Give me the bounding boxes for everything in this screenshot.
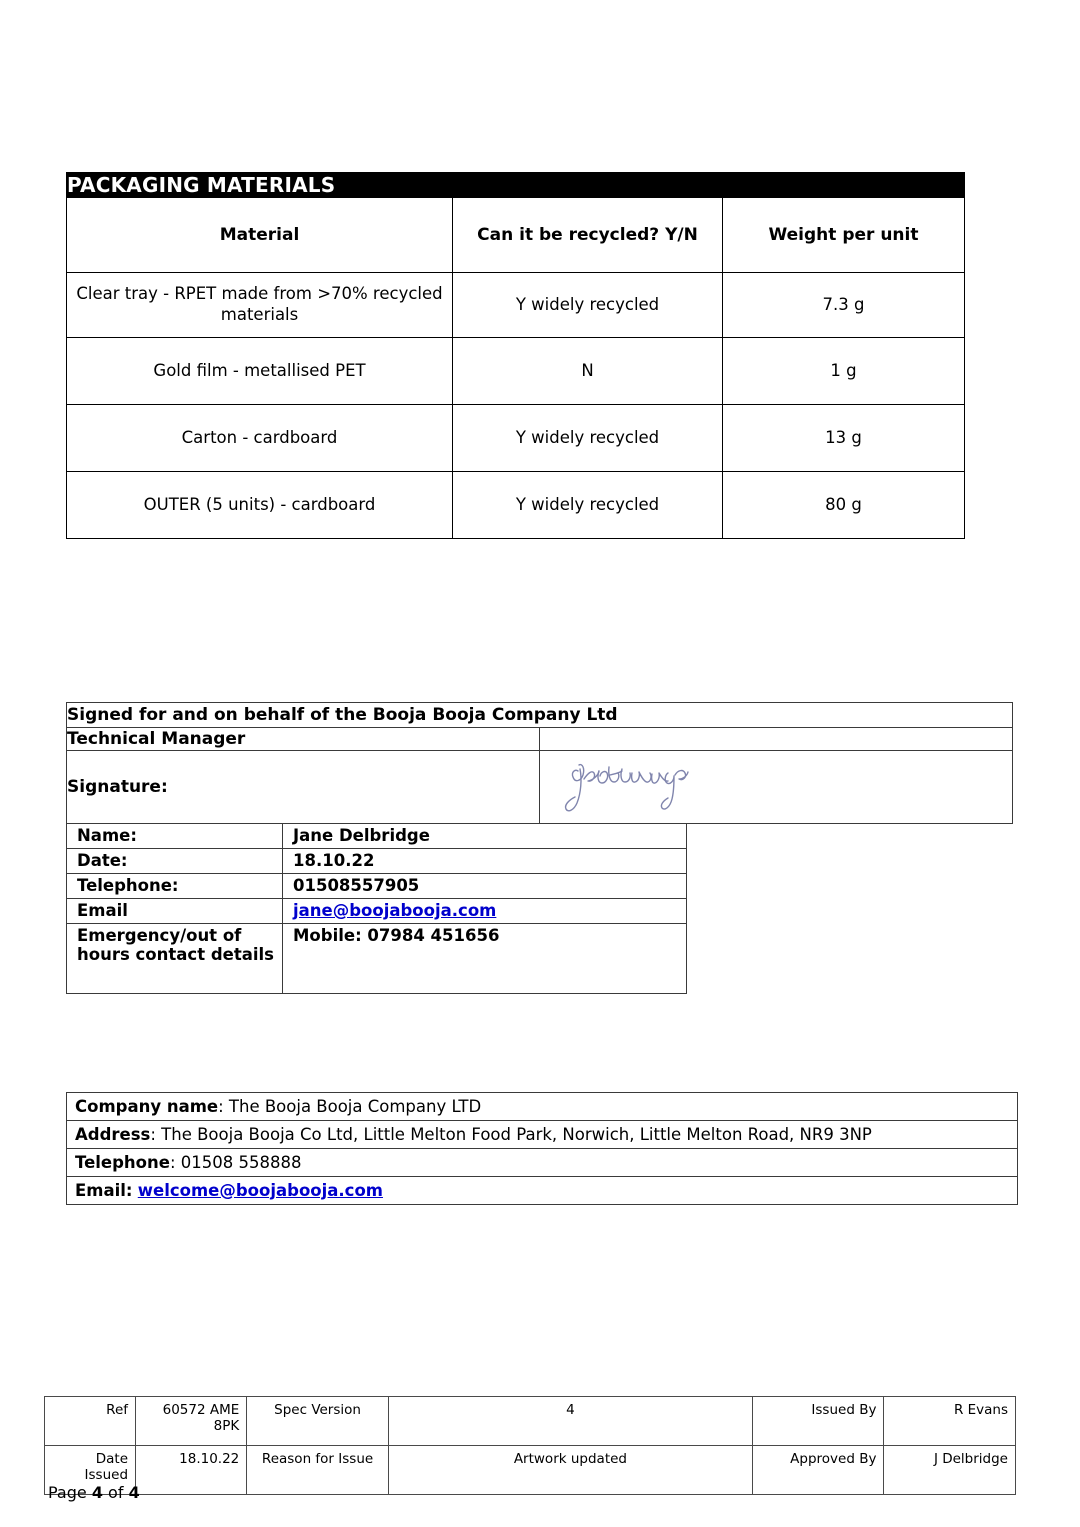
signature-label: Signature: xyxy=(67,751,540,824)
company-address-cell xyxy=(67,1121,1018,1149)
footer-ref-value: 60572 AME 8PK xyxy=(136,1397,247,1446)
signoff-title: Signed for and on behalf of the Booja Booja Company Ltd xyxy=(67,703,1013,728)
table-row xyxy=(67,338,965,405)
cell-recyclable: Y widely recycled xyxy=(453,472,723,539)
page-number-middle: of xyxy=(102,1483,129,1502)
value-telephone: 01508557905 xyxy=(283,874,687,899)
cell-weight: 13 g xyxy=(723,405,965,472)
cell-material: Carton - cardboard xyxy=(67,405,453,472)
header-material: Material xyxy=(67,198,453,273)
signoff-block xyxy=(66,702,1013,994)
footer-row-ref xyxy=(45,1397,1016,1446)
company-row-email xyxy=(67,1177,1018,1205)
cell-material: Gold film - metallised PET xyxy=(67,338,453,405)
company-row-telephone xyxy=(67,1149,1018,1177)
signoff-role-row xyxy=(67,728,1013,751)
handwritten-signature-icon xyxy=(562,757,702,819)
cell-weight: 80 g xyxy=(723,472,965,539)
signature-row xyxy=(67,751,1013,824)
company-email-cell xyxy=(67,1177,1018,1205)
table-row xyxy=(67,405,965,472)
company-address-value: : The Booja Booja Co Ltd, Little Melton Food Park, Norwich, Little Melton Road, NR9 3NP xyxy=(150,1124,872,1144)
signoff-title-row xyxy=(67,703,1013,728)
footer-approved-by-label: Approved By xyxy=(752,1446,883,1495)
company-details-table xyxy=(66,1092,1018,1205)
cell-weight: 1 g xyxy=(723,338,965,405)
signoff-role: Technical Manager xyxy=(67,728,540,751)
cell-material: Clear tray - RPET made from >70% recycled materials xyxy=(67,273,453,338)
cell-material: OUTER (5 units) - cardboard xyxy=(67,472,453,539)
cell-recyclable: Y widely recycled xyxy=(453,273,723,338)
company-telephone-label: Telephone xyxy=(75,1152,170,1172)
page-number-total: 4 xyxy=(128,1483,140,1502)
label-email: Email xyxy=(67,899,283,924)
label-emergency-contact: Emergency/out of hours contact details xyxy=(67,924,283,994)
contact-details-table xyxy=(66,823,687,994)
footer-reason-value: Artwork updated xyxy=(388,1446,752,1495)
email-link-welcome[interactable]: welcome@boojabooja.com xyxy=(137,1180,383,1200)
company-address-label: Address xyxy=(75,1124,151,1144)
footer-reason-label: Reason for Issue xyxy=(247,1446,389,1495)
signoff-table xyxy=(66,702,1013,824)
page-number xyxy=(48,1483,140,1502)
label-date: Date: xyxy=(67,849,283,874)
company-telephone-cell xyxy=(67,1149,1018,1177)
header-weight: Weight per unit xyxy=(723,198,965,273)
packaging-banner-row xyxy=(67,173,965,198)
value-date: 18.10.22 xyxy=(283,849,687,874)
footer-spec-version-value: 4 xyxy=(388,1397,752,1446)
cell-recyclable: Y widely recycled xyxy=(453,405,723,472)
company-name-cell xyxy=(67,1093,1018,1121)
company-name-label: Company name xyxy=(75,1096,219,1116)
cell-weight: 7.3 g xyxy=(723,273,965,338)
value-email-cell xyxy=(283,899,687,924)
company-row-address xyxy=(67,1121,1018,1149)
label-name: Name: xyxy=(67,824,283,849)
header-recyclable: Can it be recycled? Y/N xyxy=(453,198,723,273)
page-number-current: 4 xyxy=(91,1483,103,1502)
value-emergency-contact: Mobile: 07984 451656 xyxy=(283,924,687,994)
footer-row-date-issued xyxy=(45,1446,1016,1495)
footer-issued-by-label: Issued By xyxy=(752,1397,883,1446)
contact-row-date xyxy=(67,849,687,874)
contact-row-name xyxy=(67,824,687,849)
company-row-name xyxy=(67,1093,1018,1121)
footer-spec-version-label: Spec Version xyxy=(247,1397,389,1446)
footer-issued-by-value: R Evans xyxy=(884,1397,1016,1446)
page-number-prefix: Page xyxy=(48,1483,92,1502)
value-name: Jane Delbridge xyxy=(283,824,687,849)
packaging-header-row xyxy=(67,198,965,273)
email-link-jane[interactable]: jane@boojabooja.com xyxy=(293,901,497,920)
cell-recyclable: N xyxy=(453,338,723,405)
contact-row-emergency xyxy=(67,924,687,994)
document-footer-table xyxy=(44,1396,1016,1495)
footer-date-issued-value: 18.10.22 xyxy=(136,1446,247,1495)
footer-ref-label: Ref xyxy=(45,1397,136,1446)
footer-approved-by-value: J Delbridge xyxy=(884,1446,1016,1495)
contact-row-telephone xyxy=(67,874,687,899)
signoff-role-blank-cell xyxy=(540,728,1013,751)
company-name-value: : The Booja Booja Company LTD xyxy=(218,1096,482,1116)
packaging-materials-table xyxy=(66,172,965,539)
contact-row-email xyxy=(67,899,687,924)
signature-field[interactable] xyxy=(540,751,1013,824)
company-telephone-value: : 01508 558888 xyxy=(169,1152,302,1172)
packaging-banner-title: PACKAGING MATERIALS xyxy=(67,173,965,198)
table-row xyxy=(67,273,965,338)
footer-date-issued-label: Date Issued xyxy=(45,1446,136,1495)
label-telephone: Telephone: xyxy=(67,874,283,899)
table-row xyxy=(67,472,965,539)
company-email-label: Email: xyxy=(75,1180,133,1200)
